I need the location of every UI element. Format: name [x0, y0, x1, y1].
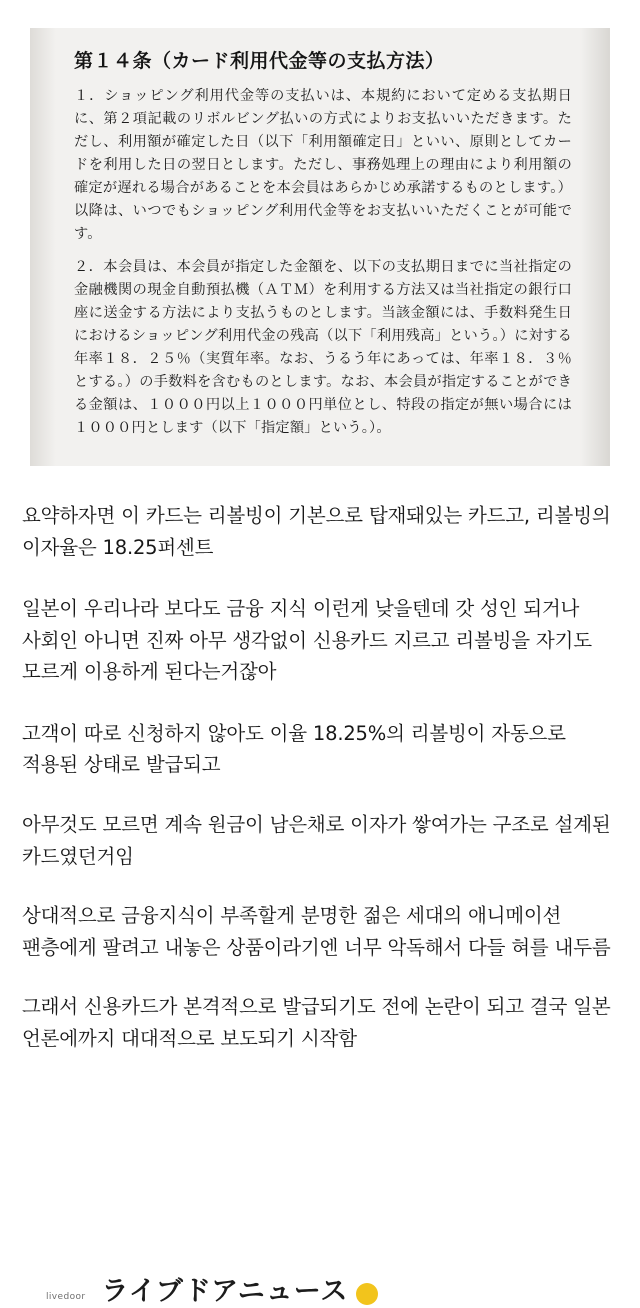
- news-footer-strip: [0, 1264, 640, 1308]
- commentary-paragraph-1: 요약하자면 이 카드는 리볼빙이 기본으로 탑재돼있는 카드고, 리볼빙의 이자율은 18.25퍼센트: [22, 504, 611, 559]
- commentary-paragraph-5: 상대적으로 금융지식이 부족할게 분명한 젊은 세대의 애니메이션 팬층에게 팔려고 내놓은 상품이라기엔 너무 악독해서 다들 혀를 내두름: [22, 904, 611, 959]
- terms-paragraph-1: １．ショッピング利用代金等の支払いは、本規約において定める支払期日に、第２項記載のリボルビング払いの方式によりお支払いいただきます。ただし、利用額が確定した日（以下「利用額確定日」といい、原則としてカードを利用した日の翌日とします。ただし、事務処理上の理由により利用額の確定が遅れる場合があることを本会員はあらかじめ承諾するものとします。）以降は、いつでもショッピング利用代金等をお支払いいただくことが可能です。: [74, 88, 572, 242]
- verified-badge-icon: [356, 1283, 378, 1305]
- terms-article-title: 第１４条（カード利用代金等の支払方法）: [74, 50, 445, 72]
- commentary-body: [22, 466, 618, 1055]
- commentary-paragraph-2: 일본이 우리나라 보다도 금융 지식 이런게 낮을텐데 갓 성인 되거나 사회인 아니면 진짜 아무 생각없이 신용카드 지르고 리볼빙을 자기도 모르게 이용하게 된다는거잖아: [22, 597, 592, 684]
- livedoor-news-logo: ライブドアニュース: [101, 1276, 349, 1307]
- terms-paragraph-2: ２．本会員は、本会員が指定した金額を、以下の支払期日までに当社指定の金融機関の現金自動預払機（ＡＴＭ）を利用する方法又は当社指定の銀行口座に送金する方法により支払うものとします。当該金額には、手数料発生日におけるショッピング利用代金の残高（以下「利用残高」という。）に対する年率１８．２５％（実質年率。なお、うるう年にあっては、年率１８．３％とする。）の手数料を含むものとします。なお、本会員が指定することができる金額は、１０００円以上１０００円単位とし、特段の指定が無い場合には１０００円とします（以下「指定額」という。）。: [74, 259, 572, 436]
- livedoor-wordmark: livedoor: [46, 1292, 86, 1302]
- terms-document-image: [30, 28, 610, 466]
- terms-document-content: [52, 46, 588, 440]
- commentary-paragraph-6: 그래서 신용카드가 본격적으로 발급되기도 전에 논란이 되고 결국 일본 언론에까지 대대적으로 보도되기 시작함: [22, 995, 611, 1050]
- commentary-paragraph-4: 아무것도 모르면 계속 원금이 남은채로 이자가 쌓여가는 구조로 설계된 카드였던거임: [22, 813, 611, 868]
- commentary-paragraph-3: 고객이 따로 신청하지 않아도 이율 18.25%의 리볼빙이 자동으로 적용된 상태로 발급되고: [22, 721, 566, 777]
